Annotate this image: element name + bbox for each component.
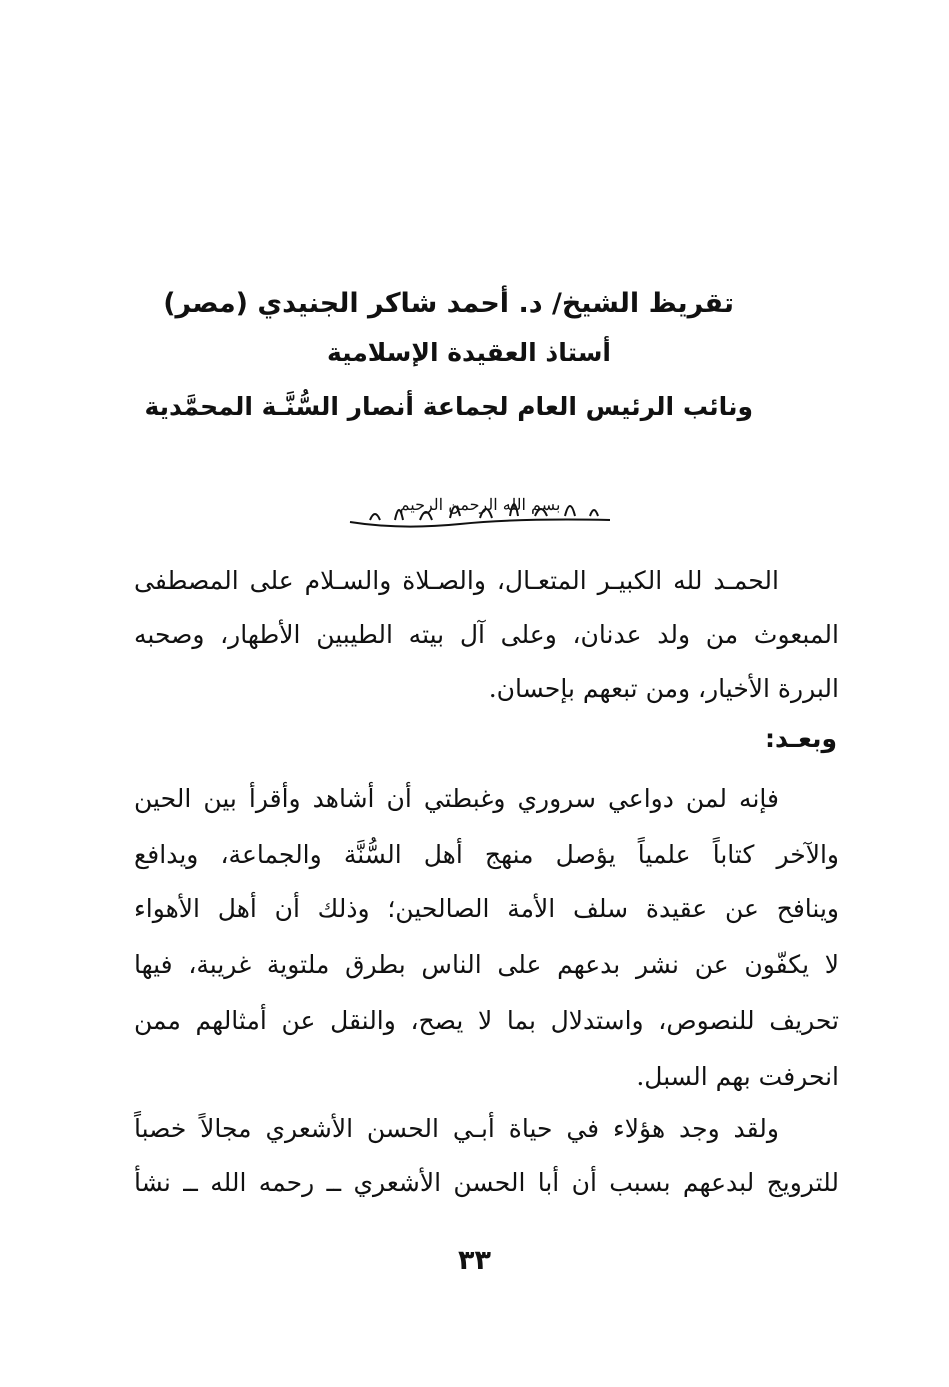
page-number: ٣٣ (458, 1245, 491, 1276)
basmala-calligraphy (340, 482, 620, 542)
paragraph-line: الحمـد لله الكبيـر المتعـال، والصـلاة والسـلام على المصطفى (134, 566, 779, 595)
paragraph-line: تحريف للنصوص، واستدلال بما لا يصح، والنقل عن أمثالهم ممن (134, 1006, 839, 1035)
paragraph-line: لا يكفّون عن نشر بدعهم على الناس بطرق ملتوية غريبة، فيها (134, 950, 839, 979)
author-affiliation: ونائب الرئيس العام لجماعة أنصار السُّنَّـة المحمَّدية (144, 392, 753, 421)
paragraph-line: فإنه لمن دواعي سروري وغبطتي أن أشاهد وأقرأ بين الحين (134, 784, 779, 813)
endorsement-title: تقريظ الشيخ/ د. أحمد شاكر الجنيدي (مصر) (163, 288, 734, 319)
paragraph-line: للترويج لبدعهم بسبب أن أبا الحسن الأشعري ــ رحمه الله ــ نشأ (134, 1168, 839, 1197)
paragraph-line: المبعوث من ولد عدنان، وعلى آل بيته الطيبين الأطهار، وصحبه (134, 620, 839, 649)
transition-label: وبعـد: (764, 724, 837, 753)
paragraph-line: البررة الأخيار، ومن تبعهم بإحسان. (488, 674, 839, 703)
basmala-text: بسم الله الرحمن الرحيم (399, 495, 561, 514)
paragraph-line: انحرفت بهم السبل. (636, 1062, 839, 1091)
paragraph-line: ولقد وجد هؤلاء في حياة أبـي الحسن الأشعري مجالاً خصباً (134, 1114, 779, 1143)
author-position: أستاذ العقيدة الإسلامية (326, 338, 611, 367)
paragraph-line: والآخر كتاباً علمياً يؤصل منهج أهل السُّنَّة والجماعة، ويدافع (134, 840, 839, 869)
paragraph-line: وينافح عن عقيدة سلف الأمة الصالحين؛ وذلك أن أهل الأهواء (134, 894, 839, 923)
